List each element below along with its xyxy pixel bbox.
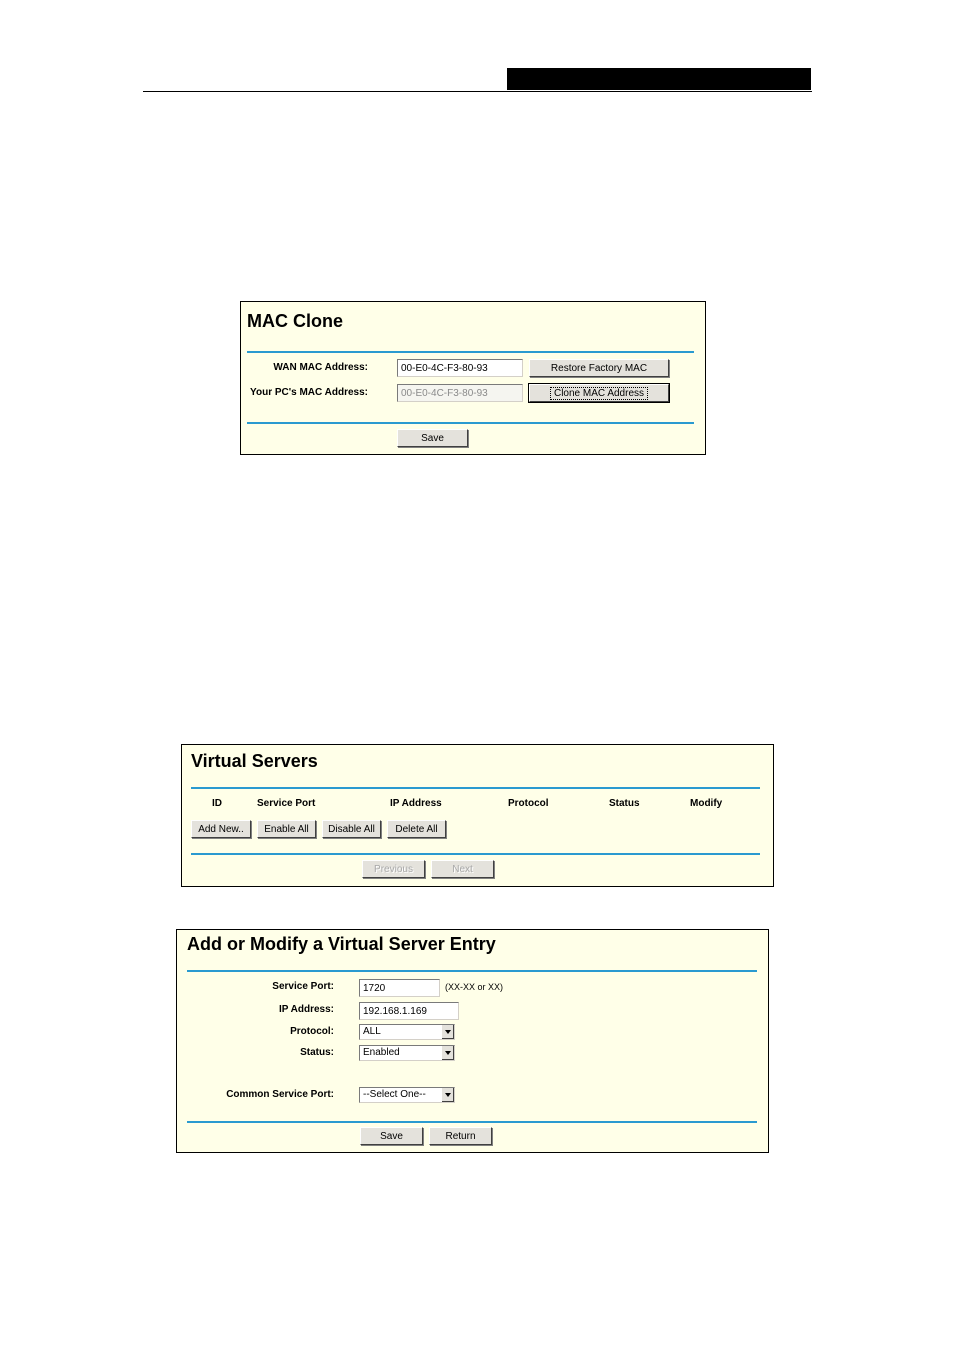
ip-address-label: IP Address: [278,1004,334,1015]
virtual-servers-panel [181,744,774,887]
delete-all-button[interactable] [387,820,446,838]
protocol-select[interactable] [359,1024,455,1040]
save-button[interactable] [360,1127,423,1145]
header-rule [143,91,812,92]
chevron-down-icon[interactable] [441,1088,454,1102]
service-port-hint: (XX-XX or XX) [445,982,504,992]
header-bar [507,68,811,90]
next-label: Next [452,863,473,875]
protocol-value: ALL [363,1026,381,1037]
clone-mac-address-label: Clone MAC Address [550,387,648,400]
return-label: Return [445,1130,476,1142]
divider [187,970,757,972]
previous-label: Previous [374,863,413,875]
disable-all-button[interactable] [322,820,381,838]
enable-all-label: Enable All [264,823,309,835]
column-header-protocol: Protocol [508,798,549,809]
clone-mac-address-button[interactable] [529,384,669,402]
next-button[interactable] [431,860,494,878]
status-select[interactable] [359,1045,455,1061]
panel-title: Virtual Servers [191,751,318,771]
restore-factory-mac-label: Restore Factory MAC [550,362,648,374]
service-port-label: Service Port: [272,981,334,992]
column-header-modify: Modify [690,798,723,809]
add-new-label: Add New.. [198,823,244,835]
divider [247,422,694,424]
save-button[interactable] [397,429,468,447]
divider [187,1121,757,1123]
pc-mac-input [397,384,523,402]
enable-all-button[interactable] [257,820,316,838]
divider [191,853,760,855]
add-modify-virtual-server-panel [176,929,769,1153]
chevron-down-icon[interactable] [441,1025,454,1039]
service-port-input[interactable] [359,979,440,997]
save-label: Save [421,432,444,444]
common-service-port-label: Common Service Port: [226,1089,334,1100]
divider [247,351,694,353]
previous-button[interactable] [362,860,425,878]
column-header-ip-address: IP Address [390,798,442,809]
ip-address-input[interactable] [359,1002,459,1020]
restore-factory-mac-button[interactable] [529,359,669,377]
chevron-down-icon[interactable] [441,1046,454,1060]
wan-mac-label: WAN MAC Address: [273,362,368,373]
status-label: Status: [300,1047,334,1058]
pc-mac-label: Your PC's MAC Address: [250,387,368,398]
return-button[interactable] [429,1127,492,1145]
common-service-port-select[interactable] [359,1087,455,1103]
save-label: Save [380,1130,403,1142]
column-header-service-port: Service Port [257,798,316,809]
add-new-button[interactable] [191,820,251,838]
disable-all-label: Disable All [328,823,375,835]
protocol-label: Protocol: [290,1026,334,1037]
mac-clone-panel [240,301,706,455]
wan-mac-input[interactable] [397,359,523,377]
status-value: Enabled [363,1047,400,1058]
column-header-status: Status [609,798,640,809]
delete-all-label: Delete All [395,823,438,835]
panel-title: MAC Clone [247,311,343,331]
panel-title: Add or Modify a Virtual Server Entry [187,934,496,954]
divider [191,787,760,789]
column-header-id: ID [212,798,222,809]
common-service-port-value: --Select One-- [363,1089,426,1100]
